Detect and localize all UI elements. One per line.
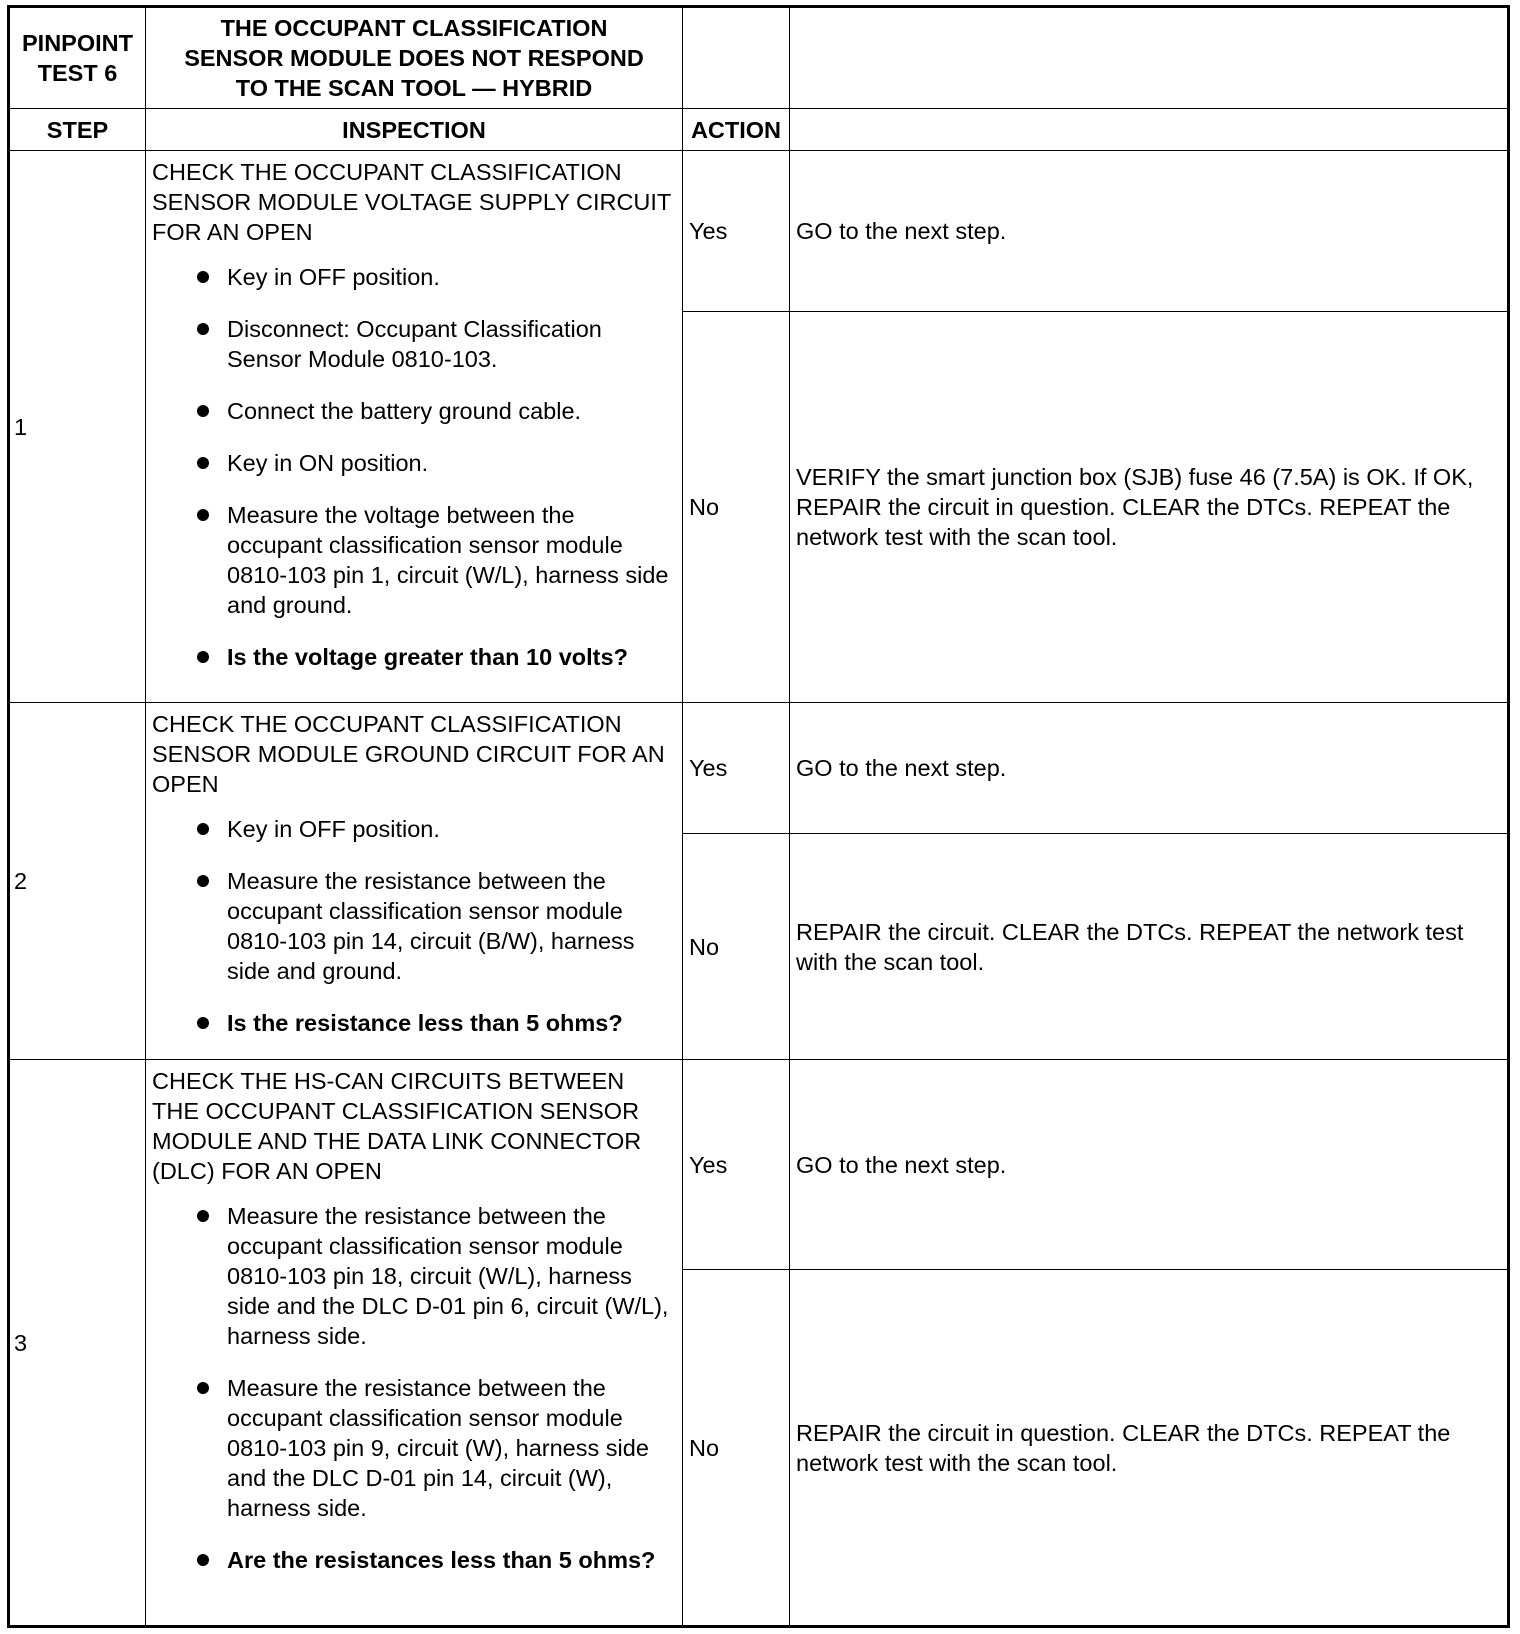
column-header-row <box>9 109 1509 151</box>
step-title: CHECK THE OCCUPANT CLASSIFICATION SENSOR MODULE GROUND CIRCUIT FOR AN OPEN <box>152 711 665 797</box>
no-label: No <box>683 1270 790 1627</box>
bullet-item: Key in OFF position. <box>197 262 676 292</box>
no-action: REPAIR the circuit. CLEAR the DTCs. REPEAT the network test with the scan tool. <box>790 834 1509 1060</box>
step-title: CHECK THE OCCUPANT CLASSIFICATION SENSOR MODULE VOLTAGE SUPPLY CIRCUIT FOR AN OPEN <box>152 159 671 245</box>
step-question: Is the resistance less than 5 ohms? <box>197 1008 676 1038</box>
step-question: Is the voltage greater than 10 volts? <box>197 642 676 672</box>
step-title: CHECK THE HS-CAN CIRCUITS BETWEEN THE OCCUPANT CLASSIFICATION SENSOR MODULE AND THE DATA LINK CONNECTOR (DLC) FOR AN OPEN <box>152 1068 642 1184</box>
yes-label: Yes <box>683 703 790 834</box>
column-inspection: INSPECTION <box>146 109 683 151</box>
test-title <box>146 7 683 109</box>
bullet-item: Measure the resistance between the occupant classification sensor module 0810-103 pin 9, circuit (W), harness side and the DLC D-01 pin 14, circuit (W), harness side. <box>197 1373 676 1523</box>
empty-header-cell <box>790 7 1509 109</box>
test-title-line: THE OCCUPANT CLASSIFICATION <box>220 15 608 41</box>
yes-label: Yes <box>683 151 790 312</box>
empty-header-cell <box>790 109 1509 151</box>
title-row <box>9 7 1509 109</box>
step-inspection <box>146 1060 683 1627</box>
step-3-yes-row <box>9 1060 1509 1270</box>
step-bullets <box>152 262 676 672</box>
pinpoint-label: PINPOINT TEST 6 <box>9 7 146 109</box>
step-number: 1 <box>9 151 146 703</box>
pinpoint-test-table <box>7 5 1510 1628</box>
no-label: No <box>683 834 790 1060</box>
step-question: Are the resistances less than 5 ohms? <box>197 1545 676 1575</box>
step-1-yes-row <box>9 151 1509 312</box>
step-2-yes-row <box>9 703 1509 834</box>
step-inspection <box>146 151 683 703</box>
step-number: 3 <box>9 1060 146 1627</box>
step-number: 2 <box>9 703 146 1060</box>
yes-label: Yes <box>683 1060 790 1270</box>
bullet-item: Measure the resistance between the occupant classification sensor module 0810-103 pin 18, circuit (W/L), harness side and the DLC D-01 pin 6, circuit (W/L), harness side. <box>197 1201 676 1351</box>
test-title-line: TO THE SCAN TOOL — HYBRID <box>235 75 593 101</box>
empty-header-cell <box>683 7 790 109</box>
test-title-line: SENSOR MODULE DOES NOT RESPOND <box>184 45 644 71</box>
bullet-item: Connect the battery ground cable. <box>197 396 676 426</box>
no-action: REPAIR the circuit in question. CLEAR the DTCs. REPEAT the network test with the scan tool. <box>790 1270 1509 1627</box>
column-step: STEP <box>9 109 146 151</box>
bullet-item: Measure the resistance between the occupant classification sensor module 0810-103 pin 14, circuit (B/W), harness side and ground. <box>197 866 676 986</box>
column-action: ACTION <box>683 109 790 151</box>
yes-action: GO to the next step. <box>790 703 1509 834</box>
bullet-item: Disconnect: Occupant Classification Sensor Module 0810-103. <box>197 314 676 374</box>
yes-action: GO to the next step. <box>790 1060 1509 1270</box>
bullet-item: Key in OFF position. <box>197 814 676 844</box>
bullet-item: Key in ON position. <box>197 448 676 478</box>
yes-action: GO to the next step. <box>790 151 1509 312</box>
step-bullets <box>152 814 676 1038</box>
bullet-item: Measure the voltage between the occupant classification sensor module 0810-103 pin 1, circuit (W/L), harness side and ground. <box>197 500 676 620</box>
step-inspection <box>146 703 683 1060</box>
step-bullets <box>152 1201 676 1575</box>
no-action: VERIFY the smart junction box (SJB) fuse 46 (7.5A) is OK. If OK, REPAIR the circuit in question. CLEAR the DTCs. REPEAT the network test with the scan tool. <box>790 312 1509 703</box>
no-label: No <box>683 312 790 703</box>
